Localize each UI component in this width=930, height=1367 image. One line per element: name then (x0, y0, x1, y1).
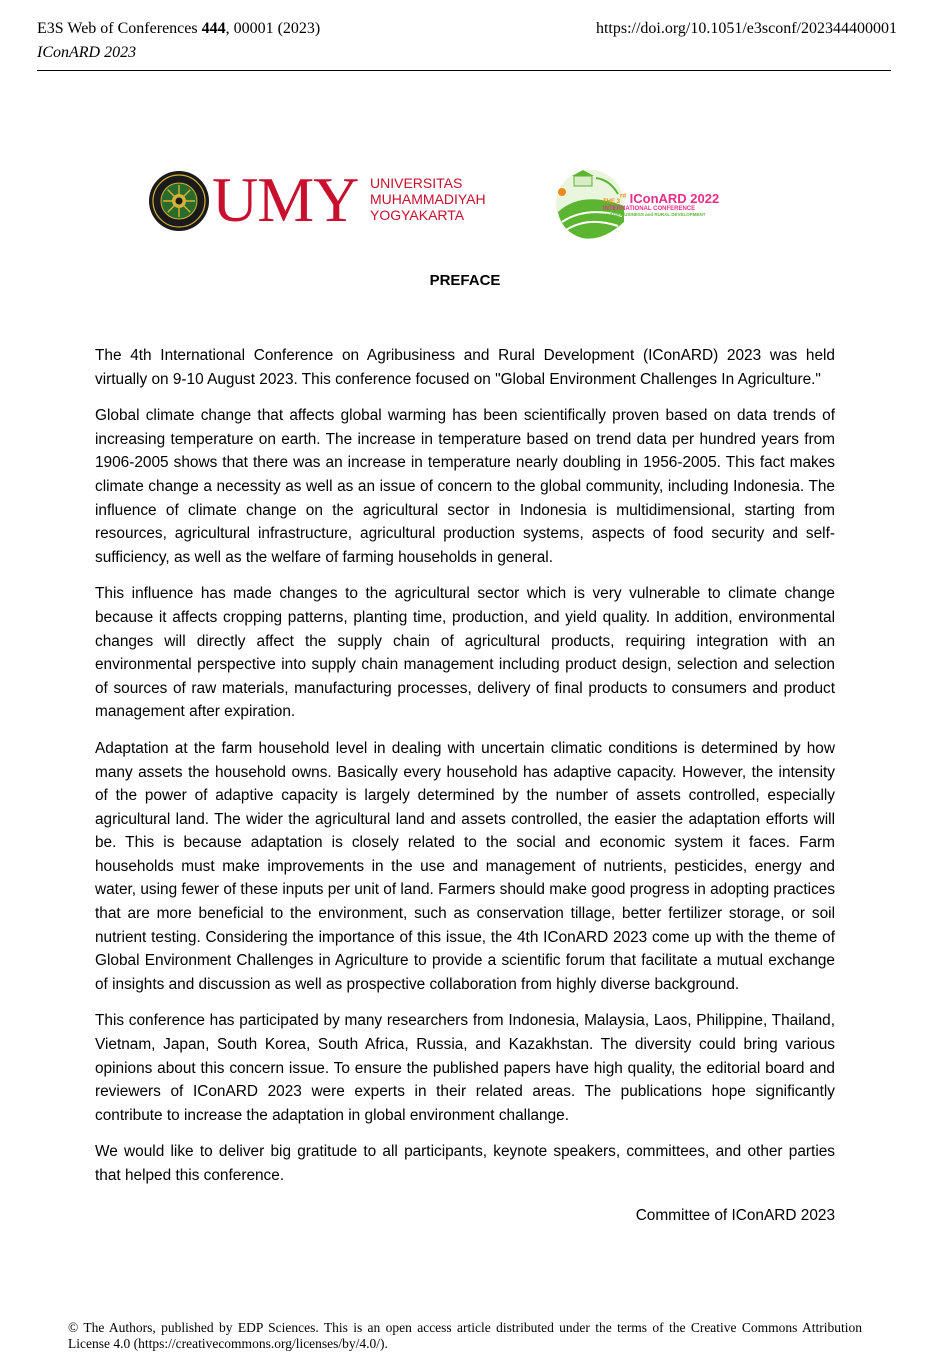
paragraph: Global climate change that affects global warming has been scientifically proven based on data trends of increasing temperature on earth. The increase in temperature based on trend data per hundred years from 1906-2005 shows that there was an increase in temperature nearly doubling in 1956-2005. This fact makes climate change a necessity as well as an issue of concern to the global community, including Indonesia. The influence of climate change on the agricultural sector in Indonesia is multidimensional, starting from resources, agricultural infrastructure, agricultural production systems, aspects of food security and self-sufficiency, as well as the welfare of farming households in general. (95, 407, 835, 566)
iconard-wordmark (603, 192, 719, 218)
iconard-subtitle: INTERNATIONAL CONFERENCE (603, 206, 696, 212)
journal-citation (37, 20, 320, 38)
umy-name-line: YOGYAKARTA (370, 207, 465, 223)
conference-short-name: IConARD 2023 (37, 44, 137, 61)
iconard-edition: THE 3 (603, 199, 621, 205)
iconard-ordinal: rd (620, 193, 627, 200)
paragraph: The 4th International Conference on Agribusiness and Rural Development (IConARD) 2023 was held virtually on 9-10 August 2023. This conference focused on "Global Environment Challenges In Agriculture." (95, 347, 835, 388)
page-header (37, 16, 897, 71)
signature: Committee of IConARD 2023 (635, 1206, 835, 1224)
journal-volume: 444 (201, 20, 226, 37)
iconard-title: IConARD 2022 (629, 191, 720, 206)
paragraph: This influence has made changes to the agricultural sector which is very vulnerable to climate change because it affects cropping patterns, planting time, production, and yield quality. In addition, environmental changes will directly affect the supply chain of agricultural products, requiring integration with an environmental perspective into supply chain management including product design, selection and selection of sources of raw materials, manufacturing processes, delivery of final products to consumers and product management after expiration. (95, 585, 835, 721)
umy-name-line: MUHAMMADIYAH (370, 191, 486, 207)
iconard-subtitle-detail: on AGRIBUSINESS and RURAL DEVELOPMENT (603, 212, 706, 217)
page-title: PREFACE (429, 272, 501, 289)
umy-name-line: UNIVERSITAS (370, 175, 463, 191)
umy-acronym: UMY (212, 164, 359, 235)
umy-seal-icon (148, 170, 210, 232)
journal-name: E3S Web of Conferences (37, 20, 202, 37)
paragraph: This conference has participated by many researchers from Indonesia, Malaysia, Laos, Philippine, Thailand, Vietnam, Japan, South Korea, South Africa, Russia, and Kazakhstan. The diversity could bring various opinions about this concern issue. To ensure the published papers have high quality, the editorial board and reviewers of IConARD 2023 were experts in their related areas. The publications hope significantly contribute to increase the adaptation in global environment challange. (95, 1012, 835, 1124)
article-number: , 00001 (2023) (225, 20, 321, 37)
paragraph: Adaptation at the farm household level in dealing with uncertain climatic conditions is determined by how many assets the household owns. Basically every household has adaptive capacity. However, the intensity of the power of adaptive capacity is largely determined by the number of assets controlled, especially agricultural land. The wider the agricultural land and assets controlled, the easier the adaptation efforts will be. This is because adaptation is closely related to the social and economic system it faces. Farm households must make improvements in the use and management of nutrients, pesticides, energy and water, using fewer of these inputs per unit of land. Farmers should make good progress in adopting practices that are more beneficial to the environment, such as conservation tillage, better fertilizer storage, or soil nutrient testing. Considering the importance of this issue, the 4th IConARD 2023 come up with the theme of Global Environment Challenges in Agriculture to provide a scientific forum that facilitate a mutual exchange of insights and discussion as well as prospective collaboration from highly diverse background. (95, 739, 836, 993)
doi-link[interactable]: https://doi.org/10.1051/e3sconf/202344400001 (595, 20, 897, 37)
paragraph: We would like to deliver big gratitude to all participants, keynote speakers, committees, and other parties that helped this conference. (95, 1143, 835, 1184)
license-footer: © The Authors, published by EDP Sciences. This is an open access article distributed under the terms of the Creative Commons Attribution License 4.0 (https://creativecommons.org/licenses/by/4.0/). (68, 1320, 862, 1351)
preface-body (95, 344, 835, 1240)
umy-full-name (370, 175, 486, 223)
logo-banner (148, 166, 748, 246)
